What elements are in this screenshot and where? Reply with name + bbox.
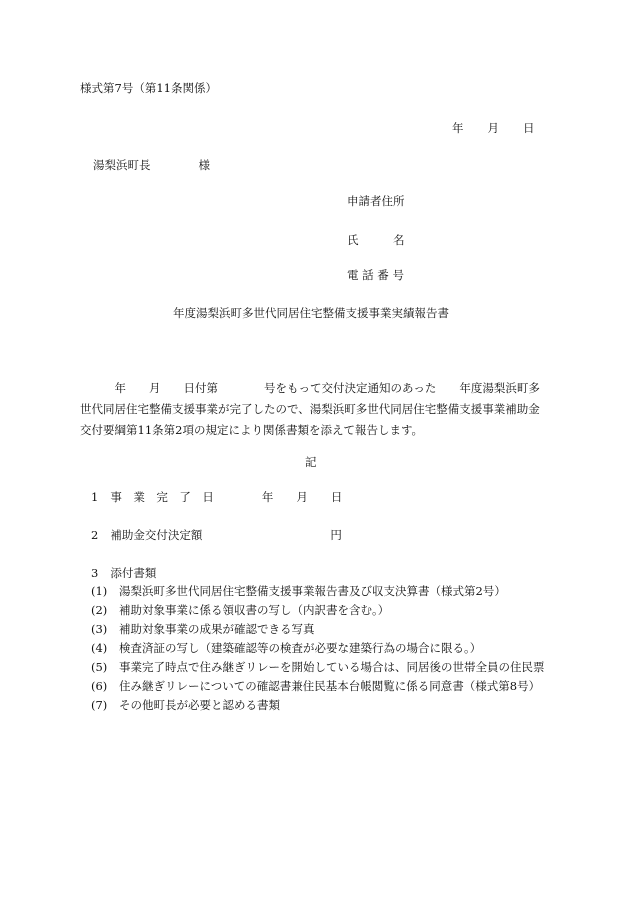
list-item-number: (3) (91, 622, 108, 636)
date-month: 月 (487, 121, 499, 135)
applicant-name-label: 氏 名 (347, 233, 405, 247)
list-item-text: 湯梨浜町多世代同居住宅整備支援事業報告書及び収支決算書（様式第2号） (119, 584, 506, 598)
applicant-phone-label: 電 話 番 号 (347, 268, 404, 282)
list-item (91, 622, 315, 637)
list-item-number: (2) (91, 603, 108, 617)
item-label: 添付書類 (110, 566, 157, 580)
list-item-number: (4) (91, 641, 108, 655)
applicant-address-label: 申請者住所 (347, 194, 405, 208)
list-item-text: 補助対象事業の成果が確認できる写真 (119, 622, 315, 636)
addressee-honorific: 様 (198, 158, 210, 172)
list-item-number: (6) (91, 679, 108, 693)
item-completion-date (91, 490, 342, 505)
list-item-number: (5) (91, 660, 108, 674)
item-number: 3 (91, 566, 99, 580)
date-line (452, 121, 535, 136)
item-grant-amount (91, 528, 342, 543)
item-label: 事 業 完 了 日 (110, 490, 214, 504)
list-item-text: 事業完了時点で住み継ぎリレーを開始している場合は、同居後の世帯全員の住民票 (119, 660, 545, 674)
list-item-text: 検査済証の写し（建築確認等の検査が必要な建築行為の場合に限る。） (119, 641, 482, 655)
list-item-text: その他町長が必要と認める書類 (119, 698, 280, 712)
date-day: 日 (523, 121, 535, 135)
report-body-text: 年 月 日付第 号をもって交付決定通知のあった 年度湯梨浜町多世代同居住宅整備支援事業が完了したので、湯梨浜町多世代同居住宅整備支援事業補助金交付要綱第11条第2項の規定により関係書類を添えて報告します。 (80, 381, 540, 437)
date-year: 年 (452, 121, 464, 135)
list-item (91, 660, 545, 675)
form-number: 様式第7号（第11条関係） (80, 81, 217, 95)
grant-amount-unit: 円 (330, 528, 342, 542)
list-item (91, 698, 280, 713)
addressee-name: 湯梨浜町長 (93, 158, 151, 172)
item-label: 補助金交付決定額 (110, 528, 203, 542)
list-item-text: 住み継ぎリレーについての確認書兼住民基本台帳閲覧に係る同意書（様式第8号） (119, 679, 541, 693)
ki-heading: 記 (305, 455, 317, 469)
list-item (91, 584, 506, 599)
addressee (93, 158, 210, 173)
list-item-text: 補助対象事業に係る領収書の写し（内訳書を含む。） (119, 603, 390, 617)
list-item (91, 679, 540, 694)
list-item (91, 641, 481, 656)
item-attachments (91, 566, 156, 581)
completion-date-value: 年 月 日 (261, 490, 343, 504)
list-item-number: (1) (91, 584, 108, 598)
item-number: 2 (91, 528, 99, 542)
document-title: 年度湯梨浜町多世代同居住宅整備支援事業実績報告書 (173, 306, 449, 320)
list-item (91, 603, 389, 618)
item-number: 1 (91, 490, 99, 504)
list-item-number: (7) (91, 698, 108, 712)
